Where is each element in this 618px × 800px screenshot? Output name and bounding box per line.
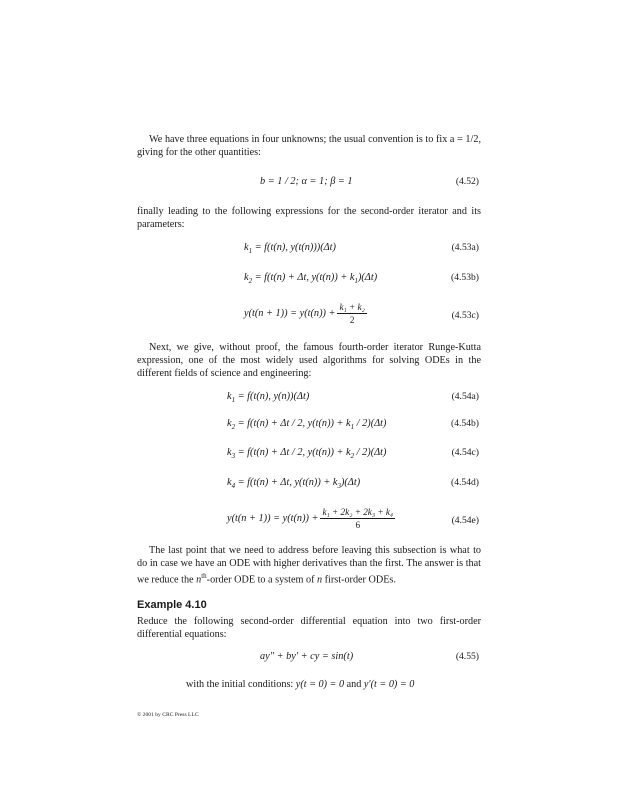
equation-number: (4.53c) [451, 310, 479, 321]
equation-4-53c [137, 302, 481, 328]
equation-4-53a [137, 242, 481, 258]
equation-number: (4.55) [455, 651, 479, 662]
paragraph-example: Reduce the following second-order differential equation into two first-order differential equations: [137, 616, 481, 640]
equation-number: (4.52) [455, 176, 479, 187]
equation-expression: $k_1 = f(t(n)$, y(t(n)))(Δt) [244, 242, 336, 256]
equation-number: (4.54b) [451, 418, 479, 429]
equation-expression: y(t(n + 1)) = y(t(n)) + $\frac{\text{k₁ + 2k₂ + 2k₃ + k₄}}{6}$ [227, 507, 394, 530]
fraction-numerator: k₁ + k₂ [339, 302, 365, 312]
equation-4-54a [137, 391, 481, 407]
paragraph-runge-kutta: Next, we give, without proof, the famous fourth-order iterator Runge-Kutta expression, one of the most widely used algorithms for solving ODEs in the different fields of science and engineering: [137, 342, 481, 379]
equation-4-54e [137, 507, 481, 535]
fraction-numerator: k₁ + 2k₂ + 2k₃ + k₄ [322, 507, 394, 517]
copyright-notice: © 2001 by CRC Press LLC [137, 712, 199, 718]
paragraph-initial-conditions: with the initial conditions: y(t = 0) = 0 and y′(t = 0) = 0 [186, 679, 415, 690]
equation-4-52 [137, 176, 481, 192]
paragraph-intro: We have three equations in four unknowns; the usual convention is to fix a = 1/2, giving for the other quantities: [137, 134, 481, 158]
equation-expression: $k_1 = f(t(n)$, y(n))(Δt) [227, 391, 310, 405]
equation-4-55 [137, 651, 481, 667]
equation-expression: $k_2 = f(t(n) + \Delta t / 2$, $y(t(n)) + k_1 / 2)(\Delta t)$ [227, 418, 387, 432]
equation-4-54d [137, 477, 481, 493]
equation-expression: b = 1 / 2; α = 1; β = 1 [260, 176, 353, 187]
equation-4-54c [137, 447, 481, 463]
equation-number: (4.54d) [451, 477, 479, 488]
equation-4-54b [137, 418, 481, 434]
equation-expression: $k_2 = f(t(n) + \Delta t$, $y(t(n)) + k_1)(\Delta t)$ [244, 272, 378, 286]
equation-number: (4.54e) [451, 515, 479, 526]
paragraph-higher-order: The last point that we need to address before leaving this subsection is what to do in case we have an ODE with higher derivatives than the first. The answer is that we reduce the $n^{th}$-order ODE to a system of n first-order ODEs. [137, 545, 481, 586]
paragraph-second-order: finally leading to the following expressions for the second-order iterator and its parameters: [137, 206, 481, 230]
equation-expression: y(t(n + 1)) = y(t(n)) + $\frac{\text{k₁ + k₂}}{2}$ [244, 302, 365, 325]
equation-number: (4.54a) [451, 391, 479, 402]
equation-4-53b [137, 272, 481, 288]
equation-number: (4.53a) [451, 242, 479, 253]
fraction-denominator: 6 [355, 520, 361, 530]
equation-number: (4.54c) [451, 447, 479, 458]
example-heading: Example 4.10 [137, 599, 207, 611]
equation-expression: $k_4 = f(t(n) + \Delta t$, $y(t(n)) + k_3)(\Delta t)$ [227, 477, 361, 491]
equation-number: (4.53b) [451, 272, 479, 283]
equation-expression: $k_3 = f(t(n) + \Delta t / 2$, $y(t(n)) + k_2 / 2)(\Delta t)$ [227, 447, 387, 461]
fraction-denominator: 2 [349, 315, 355, 325]
equation-expression: ay″ + by′ + cy = sin(t) [260, 651, 354, 662]
